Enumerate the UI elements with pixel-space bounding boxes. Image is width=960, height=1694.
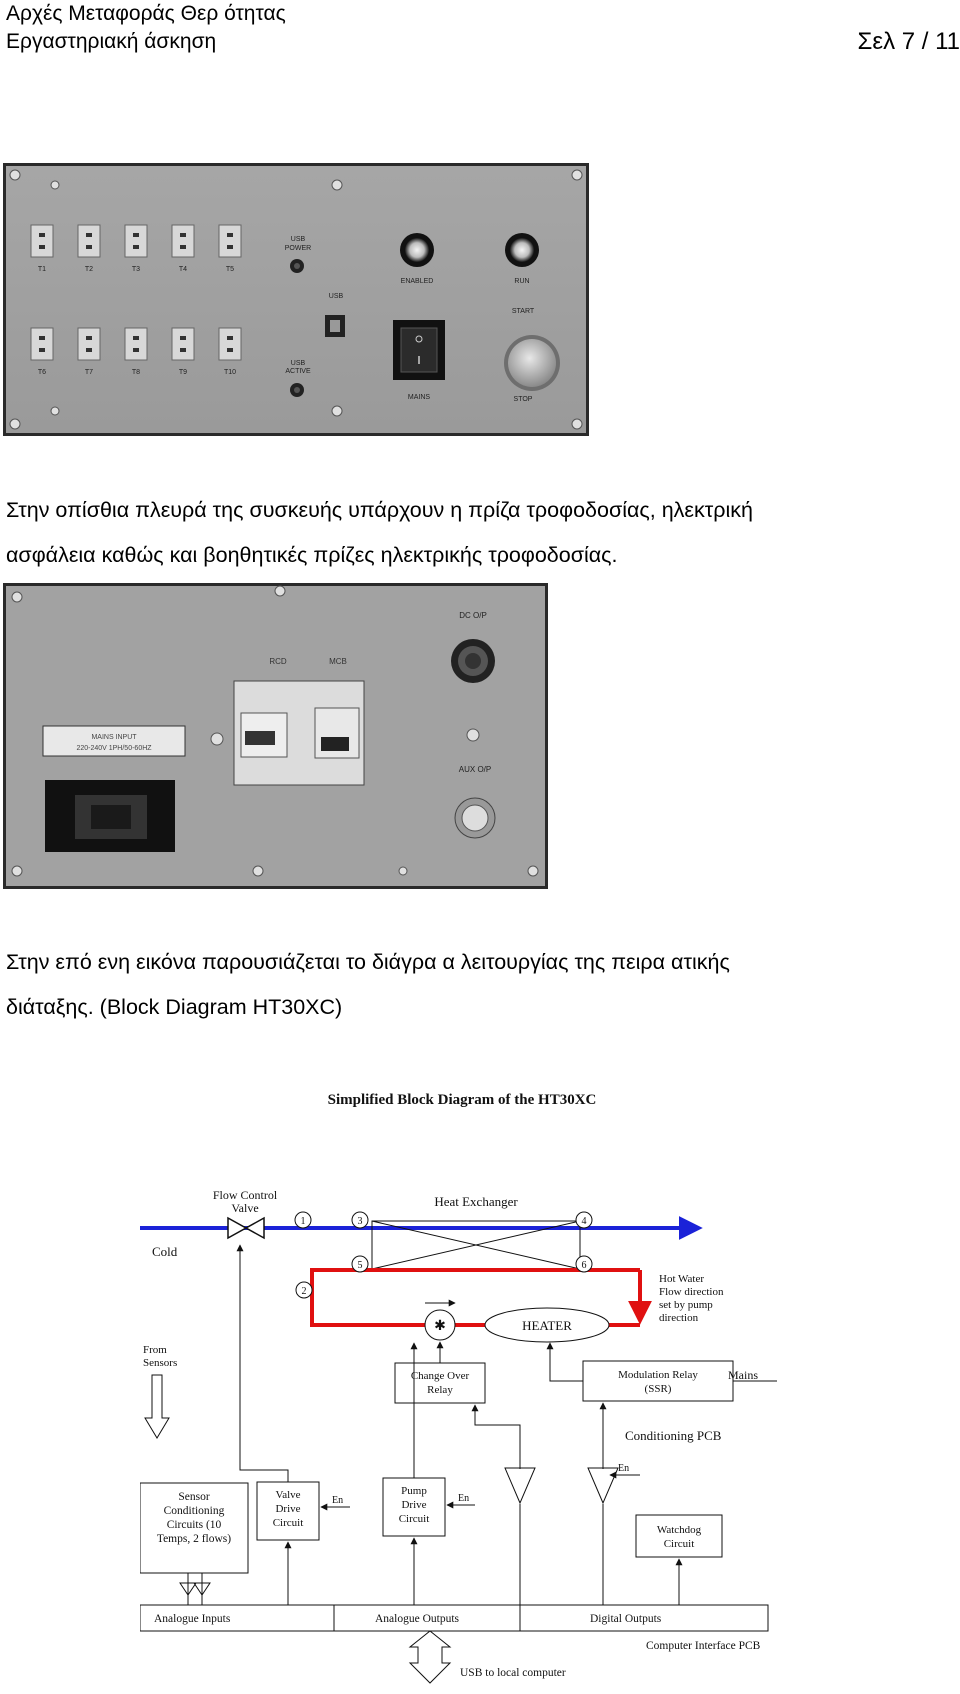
usb-label: USB [328, 293, 344, 300]
sensor-conditioning-label-3: Circuits (10 [166, 1519, 222, 1531]
modulation-relay-label: Modulation Relay [618, 1369, 698, 1381]
bottom-socket-label-3: T8 [131, 369, 141, 376]
top-socket-label-4: T4 [178, 266, 188, 273]
en-label-relay: En [618, 1463, 630, 1474]
point-1: 1 [300, 1216, 306, 1227]
sensor-conditioning-label-4: Temps, 2 flows) [156, 1533, 232, 1545]
point-6: 6 [581, 1260, 587, 1271]
valve-drive-label-3: Circuit [272, 1517, 304, 1529]
aux-op-label: AUX O/P [458, 765, 492, 774]
top-socket-2 [78, 225, 100, 257]
bottom-socket-4 [172, 328, 194, 360]
cold-label: Cold [152, 1244, 178, 1259]
rear-panel-photo [3, 583, 548, 889]
top-socket-4 [172, 225, 194, 257]
document-subtitle: Εργαστηριακή άσκηση [6, 30, 217, 53]
mains-input-label: MAINS INPUT [91, 734, 137, 741]
usb-active-label-2: ACTIVE [285, 368, 311, 375]
dc-op-label: DC O/P [459, 611, 487, 620]
page-number: Σελ 7 / 11 [857, 28, 960, 55]
heat-exchanger-label: Heat Exchanger [434, 1194, 518, 1209]
mcb-label: MCB [329, 657, 347, 666]
bottom-socket-label-5: T10 [223, 369, 237, 376]
point-4: 4 [581, 1216, 587, 1227]
heater-label: HEATER [522, 1318, 572, 1333]
change-over-relay-label: Change Over [410, 1370, 470, 1382]
hot-water-label-4: direction [659, 1312, 699, 1324]
change-over-relay-label-2: Relay [427, 1384, 453, 1396]
bottom-socket-label-4: T9 [178, 369, 188, 376]
analogue-inputs-label: Analogue Inputs [154, 1613, 231, 1625]
enabled-label: ENABLED [400, 278, 434, 285]
bottom-socket-label-1: T6 [37, 369, 47, 376]
modulation-relay-label-2: (SSR) [644, 1383, 672, 1395]
bottom-socket-2 [78, 328, 100, 360]
point-2: 2 [301, 1286, 307, 1297]
top-socket-label-2: T2 [84, 266, 94, 273]
pump-drive-label: Pump [401, 1485, 427, 1497]
bottom-socket-3 [125, 328, 147, 360]
sensor-conditioning-label-2: Conditioning [163, 1505, 225, 1517]
paragraph-2-line-2: διάταξης. (Block Diagram HT30XC) [6, 995, 343, 1019]
usb-power-label: USB [290, 236, 306, 243]
top-socket-5 [219, 225, 241, 257]
top-socket-3 [125, 225, 147, 257]
from-sensors-label: From [143, 1344, 167, 1356]
valve-drive-label-2: Drive [275, 1503, 301, 1515]
point-3: 3 [357, 1216, 363, 1227]
digital-outputs-label: Digital Outputs [590, 1613, 662, 1625]
point-5: 5 [357, 1260, 363, 1271]
mains-input-rating: 220-240V 1PH/50-60HZ [76, 745, 152, 752]
flow-control-valve-label-2: Valve [231, 1201, 259, 1215]
stop-label: STOP [513, 396, 533, 403]
front-panel-photo [3, 163, 589, 436]
sensor-conditioning-label: Sensor [178, 1491, 210, 1503]
bottom-socket-1 [31, 328, 53, 360]
block-diagram [140, 1085, 810, 1685]
watchdog-label-2: Circuit [663, 1538, 695, 1550]
top-socket-label-5: T5 [225, 266, 235, 273]
usb-power-label-2: POWER [284, 245, 312, 252]
mains-label: MAINS [407, 394, 431, 401]
en-label-valve: En [332, 1495, 344, 1506]
analogue-outputs-label: Analogue Outputs [375, 1613, 460, 1625]
bottom-socket-label-2: T7 [84, 369, 94, 376]
paragraph-1-line-1: Στην οπίσθια πλευρά της συσκευής υπάρχουν η πρίζα τροφοδοσίας, ηλεκτρική [6, 498, 753, 522]
usb-active-label: USB [290, 360, 306, 367]
computer-interface-pcb-label: Computer Interface PCB [646, 1640, 761, 1652]
conditioning-pcb-label: Conditioning PCB [625, 1428, 722, 1443]
top-socket-1 [31, 225, 53, 257]
watchdog-label: Watchdog [656, 1524, 702, 1536]
pump-drive-label-3: Circuit [398, 1513, 430, 1525]
paragraph-1-line-2: ασφάλεια καθώς και βοηθητικές πρίζες ηλεκτρικής τροφοδοσίας. [6, 543, 618, 567]
mains-diagram-label: Mains [728, 1368, 758, 1382]
hot-water-label-3: set by pump [659, 1299, 713, 1311]
en-label-pump: En [458, 1493, 470, 1504]
hot-water-label: Hot Water [659, 1273, 705, 1285]
document-title: Αρχές Μεταφοράς Θερ ότητας [6, 2, 286, 25]
bottom-socket-5 [219, 328, 241, 360]
start-label: START [511, 308, 535, 315]
svg-text:✱: ✱ [434, 1319, 446, 1334]
pump-drive-label-2: Drive [401, 1499, 427, 1511]
valve-drive-label: Valve [275, 1489, 301, 1501]
top-socket-label-1: T1 [37, 266, 47, 273]
flow-control-valve-label: Flow Control [212, 1188, 278, 1202]
usb-local-computer-label: USB to local computer [460, 1667, 566, 1679]
paragraph-2-line-1: Στην επό ενη εικόνα παρουσιάζεται το διάγρα α λειτουργίας της πειρα ατικής [6, 950, 730, 974]
from-sensors-label-2: Sensors [143, 1357, 178, 1369]
top-socket-label-3: T3 [131, 266, 141, 273]
diagram-title: Simplified Block Diagram of the HT30XC [327, 1092, 597, 1108]
run-label: RUN [514, 278, 530, 285]
hot-water-label-2: Flow direction [659, 1286, 724, 1298]
rcd-label: RCD [269, 657, 287, 666]
